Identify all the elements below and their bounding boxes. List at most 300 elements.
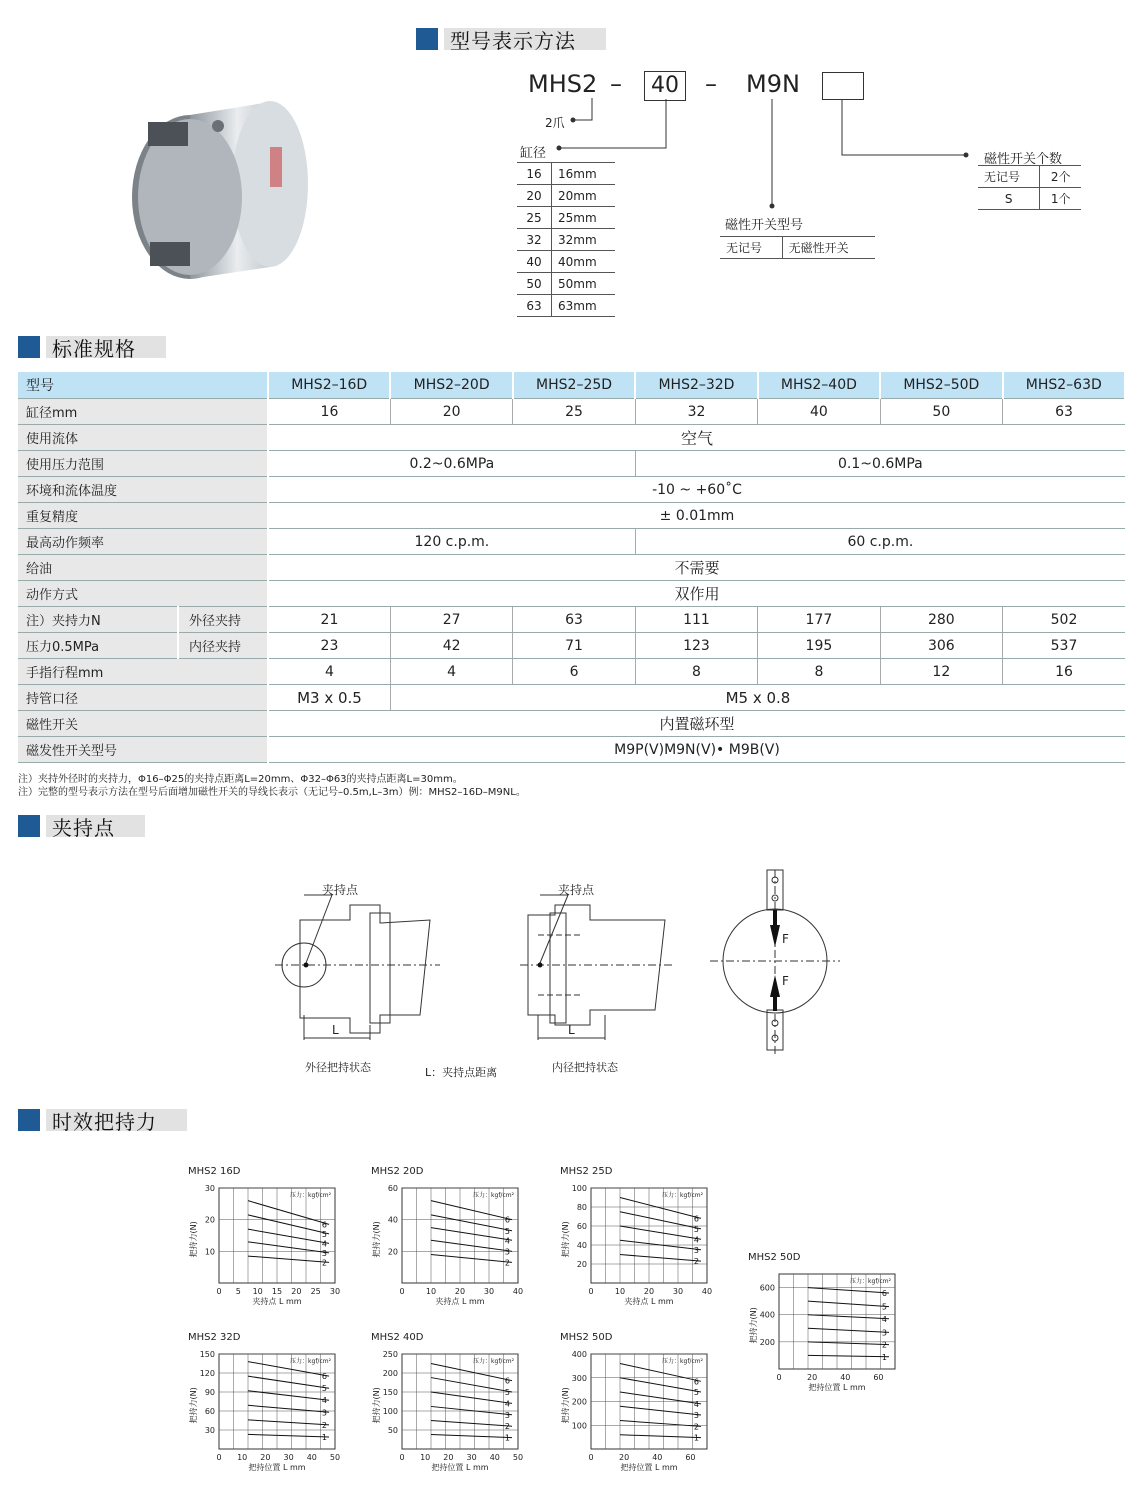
clamp-point-diagram <box>270 865 850 1090</box>
table-cell: 12 <box>880 659 1002 685</box>
y-axis-label: 把持力(N) <box>561 1387 570 1424</box>
table-cell: 50 <box>880 399 1002 425</box>
table-row <box>18 607 1125 633</box>
table-cell: 16mm <box>551 163 615 185</box>
y-tick-label: 150 <box>199 1350 215 1359</box>
table-row <box>18 581 1125 607</box>
series-label: 3 <box>693 1411 699 1421</box>
table-row <box>18 529 1125 555</box>
spec-label: 手指行程mm <box>18 659 268 685</box>
x-tick-label: 20 <box>619 1453 630 1462</box>
spec-sublabel: 外径夹持 <box>178 607 268 633</box>
table-row <box>978 188 1081 210</box>
distance-l-outer: L <box>332 1023 339 1037</box>
x-tick-label: 30 <box>283 1453 294 1462</box>
series-label: 5 <box>693 1224 699 1234</box>
x-tick-label: 40 <box>512 1287 524 1296</box>
section-marker <box>18 336 40 358</box>
table-cell: 16 <box>1003 659 1125 685</box>
series-line <box>808 1301 889 1306</box>
series-label: 2 <box>693 1257 699 1267</box>
table-row <box>720 237 875 259</box>
legend-label: 压力：kgf/cm² <box>290 1358 331 1365</box>
series-label: 4 <box>693 1235 699 1245</box>
section-marker <box>18 815 40 837</box>
table-cell: 20 <box>390 399 512 425</box>
x-tick-label: 20 <box>291 1287 302 1296</box>
chart-title: MHS2 40D <box>371 1332 424 1343</box>
y-tick-label: 400 <box>571 1350 587 1359</box>
section-title-spec <box>18 335 166 359</box>
series-line <box>248 1434 329 1437</box>
model-cell: MHS2–63D <box>1003 372 1125 399</box>
x-tick-label: 20 <box>443 1453 454 1462</box>
table-cell: M3 x 0.5 <box>268 685 390 711</box>
section-title-force <box>18 1108 187 1132</box>
spec-label: 磁性开关 <box>18 711 268 737</box>
table-cell: S <box>978 188 1040 210</box>
distance-l-inner: L <box>568 1023 575 1037</box>
table-cell: 内置磁环型 <box>268 711 1125 737</box>
table-row <box>517 229 615 251</box>
series-line <box>620 1392 701 1404</box>
force-label-top: F <box>782 932 789 946</box>
series-label: 6 <box>504 1215 510 1225</box>
claw-label: 2爪 <box>545 116 565 130</box>
table-cell: 63 <box>513 607 635 633</box>
y-tick-label: 20 <box>576 1260 587 1269</box>
table-cell: 63 <box>517 295 551 317</box>
series-line <box>248 1376 329 1388</box>
x-axis-label: 夹持点 L mm <box>252 1297 302 1306</box>
y-tick-label: 10 <box>204 1247 215 1257</box>
table-cell: M9P(V)M9N(V)• M9B(V) <box>268 737 1125 763</box>
spec-label: 使用压力范围 <box>18 451 268 477</box>
table-cell: 双作用 <box>268 581 1125 607</box>
series-line <box>431 1228 512 1241</box>
x-axis-label: 把持位置 L mm <box>620 1463 678 1472</box>
table-cell: 16 <box>268 399 390 425</box>
table-row <box>18 633 1125 659</box>
chart-mhs2-50d-right <box>745 1246 915 1396</box>
table-cell: 280 <box>880 607 1002 633</box>
table-cell: 空气 <box>268 425 1125 451</box>
series-label: 4 <box>321 1239 327 1249</box>
table-row <box>517 251 615 273</box>
series-label: 4 <box>881 1314 887 1324</box>
x-tick-label: 40 <box>489 1453 500 1462</box>
table-cell: 111 <box>635 607 757 633</box>
force-label-bottom: F <box>782 974 789 988</box>
table-row <box>978 166 1081 188</box>
chart-title: MHS2 32D <box>188 1332 241 1343</box>
table-cell: 27 <box>390 607 512 633</box>
table-cell: 2个 <box>1040 166 1081 188</box>
y-tick-label: 60 <box>204 1407 215 1416</box>
series-line <box>808 1355 889 1356</box>
x-tick-label: 10 <box>425 1287 437 1296</box>
table-cell: 23 <box>268 633 390 659</box>
x-tick-label: 30 <box>329 1287 341 1296</box>
note-1: 注）夹持外径时的夹持力，Φ16–Φ25的夹持点距离L=20mm、Φ32–Φ63的夹持点距离L=30mm。 <box>18 774 463 785</box>
spec-label: 重复精度 <box>18 503 268 529</box>
chart-title: MHS2 16D <box>188 1166 241 1177</box>
table-cell: 40mm <box>551 251 615 273</box>
table-cell: -10 ~ +60˚C <box>268 477 1125 503</box>
y-axis-label: 把持力(N) <box>561 1221 570 1258</box>
y-tick-label: 90 <box>204 1388 215 1397</box>
legend-label: 压力：kgf/cm² <box>473 1358 514 1365</box>
x-axis-label: 把持位置 L mm <box>808 1383 866 1392</box>
y-tick-label: 60 <box>387 1184 398 1193</box>
series-label: 6 <box>693 1214 699 1224</box>
table-cell: ± 0.01mm <box>268 503 1125 529</box>
x-tick-label: 40 <box>306 1453 317 1462</box>
series-line <box>431 1406 512 1414</box>
spec-label: 使用流体 <box>18 425 268 451</box>
y-tick-label: 600 <box>759 1283 775 1293</box>
clamp-point-label-outer: 夹持点 <box>322 883 359 897</box>
y-tick-label: 60 <box>576 1222 587 1231</box>
model-prefix: MHS2 <box>528 70 598 98</box>
table-cell: 20 <box>517 185 551 207</box>
model-cell: MHS2–50D <box>880 372 1002 399</box>
x-tick-label: 30 <box>483 1287 495 1296</box>
x-tick-label: 20 <box>643 1287 655 1296</box>
spec-label: 磁发性开关型号 <box>18 737 268 763</box>
table-cell: 502 <box>1003 607 1125 633</box>
series-line <box>808 1315 889 1319</box>
y-tick-label: 20 <box>387 1247 398 1257</box>
series-label: 6 <box>504 1376 510 1386</box>
series-label: 1 <box>504 1433 510 1443</box>
x-tick-label: 20 <box>260 1453 271 1462</box>
spec-table <box>18 372 1126 763</box>
table-cell: 195 <box>758 633 880 659</box>
table-cell: 32mm <box>551 229 615 251</box>
section-title-text: 标准规格 <box>46 336 166 358</box>
y-tick-label: 100 <box>382 1407 398 1416</box>
chart-mhs2-25d <box>557 1160 727 1310</box>
x-tick-label: 15 <box>271 1287 283 1296</box>
table-row <box>18 503 1125 529</box>
table-cell: 32 <box>635 399 757 425</box>
series-label: 2 <box>321 1420 327 1430</box>
y-tick-label: 100 <box>571 1421 587 1431</box>
table-cell: 0.2~0.6MPa <box>268 451 635 477</box>
y-tick-label: 200 <box>382 1369 398 1378</box>
table-cell: 21 <box>268 607 390 633</box>
series-line <box>431 1435 512 1438</box>
table-cell: 无记号 <box>978 166 1040 188</box>
table-cell: 42 <box>390 633 512 659</box>
x-tick-label: 10 <box>252 1287 263 1296</box>
table-cell: 40 <box>758 399 880 425</box>
series-label: 6 <box>321 1220 327 1230</box>
section-title-text: 时效把持力 <box>46 1109 187 1131</box>
series-label: 5 <box>504 1388 510 1397</box>
section-marker <box>18 1109 40 1131</box>
series-line <box>248 1256 329 1262</box>
table-cell: 71 <box>513 633 635 659</box>
table-cell: 4 <box>268 659 390 685</box>
chart-title: MHS2 50D <box>560 1332 613 1343</box>
note-2: 注）完整的型号表示方法在型号后面增加磁性开关的导线长表示（无记号–0.5m,L–3m）例：MHS2–16D–M9NL。 <box>18 787 526 798</box>
series-label: 3 <box>693 1245 699 1255</box>
y-tick-label: 300 <box>571 1373 587 1383</box>
y-tick-label: 80 <box>576 1203 587 1212</box>
table-row <box>517 295 615 317</box>
x-tick-label: 60 <box>873 1373 884 1382</box>
table-cell: 50mm <box>551 273 615 295</box>
series-label: 5 <box>321 1384 327 1394</box>
series-label: 6 <box>881 1289 887 1298</box>
table-row <box>18 399 1125 425</box>
y-tick-label: 200 <box>759 1337 775 1347</box>
table-cell: 40 <box>517 251 551 273</box>
spec-label: 缸径mm <box>18 399 268 425</box>
x-tick-label: 0 <box>588 1287 594 1296</box>
series-label: 2 <box>504 1422 510 1432</box>
table-cell: 63 <box>1003 399 1125 425</box>
y-tick-label: 150 <box>382 1388 398 1397</box>
series-line <box>620 1198 701 1219</box>
table-cell: 8 <box>635 659 757 685</box>
model-cell: MHS2–32D <box>635 372 757 399</box>
chart-mhs2-16d <box>185 1160 355 1310</box>
series-label: 3 <box>504 1410 510 1420</box>
table-row <box>517 163 615 185</box>
y-axis-label: 把持力(N) <box>749 1307 758 1344</box>
y-tick-label: 30 <box>204 1184 215 1193</box>
series-line <box>431 1392 512 1403</box>
x-tick-label: 40 <box>652 1453 663 1462</box>
table-row <box>18 685 1125 711</box>
chart-title: MHS2 50D <box>748 1252 801 1263</box>
bore-code-box: 40 <box>644 71 686 101</box>
x-tick-label: 50 <box>512 1453 524 1462</box>
x-tick-label: 40 <box>840 1373 851 1382</box>
series-label: 6 <box>693 1377 699 1387</box>
table-cell: 120 c.p.m. <box>268 529 635 555</box>
table-cell: 306 <box>880 633 1002 659</box>
y-tick-label: 100 <box>571 1184 587 1193</box>
y-tick-label: 40 <box>576 1241 587 1250</box>
x-tick-label: 0 <box>216 1453 222 1462</box>
spec-label: 压力0.5MPa <box>18 633 178 659</box>
series-line <box>620 1435 701 1438</box>
section-title-text: 型号表示方法 <box>444 28 606 50</box>
bore-table <box>517 162 615 317</box>
legend-label: 压力：kgf/cm² <box>662 1192 703 1199</box>
table-row <box>18 451 1125 477</box>
table-cell: 20mm <box>551 185 615 207</box>
legend-label: 压力：kgf/cm² <box>473 1192 514 1199</box>
y-tick-label: 400 <box>759 1310 775 1320</box>
x-tick-label: 0 <box>216 1287 222 1296</box>
table-cell: 50 <box>517 273 551 295</box>
table-row <box>18 737 1125 763</box>
table-row <box>18 372 1125 399</box>
table-row <box>517 185 615 207</box>
series-label: 5 <box>881 1302 887 1312</box>
bore-label: 缸径 <box>520 146 547 161</box>
series-label: 1 <box>321 1432 327 1442</box>
table-cell: 8 <box>758 659 880 685</box>
x-tick-label: 25 <box>310 1287 321 1296</box>
table-row <box>517 207 615 229</box>
section-title-clamp <box>18 814 145 838</box>
table-cell: 25 <box>513 399 635 425</box>
series-label: 3 <box>504 1247 510 1257</box>
series-line <box>808 1288 889 1293</box>
x-tick-label: 40 <box>701 1287 713 1296</box>
series-label: 4 <box>321 1396 327 1406</box>
x-tick-label: 0 <box>588 1453 594 1462</box>
series-line <box>431 1255 512 1263</box>
series-label: 1 <box>693 1433 699 1443</box>
x-axis-label: 夹持点 L mm <box>624 1297 674 1306</box>
chart-title: MHS2 25D <box>560 1166 613 1177</box>
chart-mhs2-40d <box>368 1326 538 1476</box>
spec-label: 注）夹持力N <box>18 607 178 633</box>
table-row <box>18 477 1125 503</box>
x-tick-label: 30 <box>466 1453 477 1462</box>
spec-sublabel: 内径夹持 <box>178 633 268 659</box>
model-cell: MHS2–25D <box>513 372 635 399</box>
spec-label: 最高动作频率 <box>18 529 268 555</box>
table-cell: 16 <box>517 163 551 185</box>
chart-mhs2-50d <box>557 1326 727 1476</box>
y-axis-label: 把持力(N) <box>372 1387 381 1424</box>
y-tick-label: 250 <box>382 1350 398 1359</box>
table-cell: 4 <box>390 659 512 685</box>
section-title-text: 夹持点 <box>46 815 145 837</box>
table-cell: 32 <box>517 229 551 251</box>
switch-count-table <box>978 165 1081 210</box>
table-row <box>517 273 615 295</box>
inner-state-label: 内径把持状态 <box>552 1061 618 1074</box>
series-label: 4 <box>693 1399 699 1409</box>
series-label: 5 <box>321 1229 327 1239</box>
switch-code: M9N <box>746 70 800 98</box>
spec-label: 型号 <box>18 372 268 399</box>
x-tick-label: 10 <box>614 1287 626 1296</box>
spec-label: 环境和流体温度 <box>18 477 268 503</box>
model-dash-2: – <box>705 70 717 98</box>
x-tick-label: 30 <box>672 1287 684 1296</box>
x-tick-label: 5 <box>235 1287 241 1296</box>
table-row <box>18 425 1125 451</box>
series-label: 2 <box>881 1340 887 1350</box>
table-cell: 25mm <box>551 207 615 229</box>
model-cell: MHS2–16D <box>268 372 390 399</box>
switch-type-table <box>720 236 875 259</box>
outer-state-label: 外径把持状态 <box>305 1061 371 1074</box>
series-label: 3 <box>881 1328 887 1338</box>
legend-label: 压力：kgf/cm² <box>662 1358 703 1365</box>
x-tick-label: 0 <box>399 1287 405 1296</box>
table-cell: M5 x 0.8 <box>390 685 1125 711</box>
x-axis-label: 夹持点 L mm <box>435 1297 485 1306</box>
table-cell: 6 <box>513 659 635 685</box>
table-cell: 不需要 <box>268 555 1125 581</box>
table-cell: 63mm <box>551 295 615 317</box>
chart-title: MHS2 20D <box>371 1166 424 1177</box>
series-line <box>620 1421 701 1427</box>
series-label: 5 <box>693 1388 699 1397</box>
spec-label: 动作方式 <box>18 581 268 607</box>
series-line <box>808 1342 889 1345</box>
series-label: 6 <box>321 1372 327 1382</box>
series-line <box>248 1420 329 1425</box>
y-axis-label: 把持力(N) <box>189 1221 198 1258</box>
x-tick-label: 0 <box>776 1373 782 1382</box>
table-cell: 无磁性开关 <box>782 237 875 259</box>
table-row <box>18 555 1125 581</box>
l-distance-note: L：夹持点距离 <box>425 1066 498 1079</box>
series-label: 3 <box>321 1248 327 1258</box>
y-tick-label: 20 <box>204 1215 215 1225</box>
series-line <box>620 1255 701 1262</box>
table-row <box>18 711 1125 737</box>
series-label: 1 <box>881 1352 887 1362</box>
spec-label: 持管口径 <box>18 685 268 711</box>
x-tick-label: 60 <box>685 1453 696 1462</box>
table-cell: 1个 <box>1040 188 1081 210</box>
y-tick-label: 200 <box>571 1397 587 1407</box>
series-label: 2 <box>693 1422 699 1432</box>
series-label: 2 <box>504 1258 510 1268</box>
table-cell: 无记号 <box>720 237 782 259</box>
model-cell: MHS2–40D <box>758 372 880 399</box>
y-tick-label: 30 <box>204 1426 215 1435</box>
y-tick-label: 40 <box>387 1215 398 1225</box>
x-tick-label: 10 <box>237 1453 248 1462</box>
switch-type-label: 磁性开关型号 <box>725 218 804 233</box>
series-line <box>620 1212 701 1229</box>
series-label: 4 <box>504 1399 510 1409</box>
legend-label: 压力：kgf/cm² <box>850 1278 891 1285</box>
series-line <box>808 1328 889 1332</box>
table-cell: 0.1~0.6MPa <box>635 451 1125 477</box>
x-tick-label: 20 <box>454 1287 466 1296</box>
model-cell: MHS2–20D <box>390 372 512 399</box>
series-line <box>620 1226 701 1239</box>
series-line <box>248 1201 329 1225</box>
clamp-point-label-inner: 夹持点 <box>558 883 595 897</box>
table-cell: 537 <box>1003 633 1125 659</box>
series-label: 2 <box>321 1258 327 1268</box>
legend-label: 压力：kgf/cm² <box>290 1192 331 1199</box>
table-cell: 177 <box>758 607 880 633</box>
series-label: 3 <box>321 1408 327 1418</box>
series-label: 4 <box>504 1236 510 1246</box>
x-tick-label: 10 <box>420 1453 431 1462</box>
model-dash-1: – <box>610 70 622 98</box>
switch-count-label: 磁性开关个数 <box>984 152 1063 167</box>
chart-mhs2-20d <box>368 1160 538 1310</box>
series-line <box>431 1421 512 1427</box>
x-axis-label: 把持位置 L mm <box>431 1463 489 1472</box>
y-axis-label: 把持力(N) <box>189 1387 198 1424</box>
x-tick-label: 0 <box>399 1453 405 1462</box>
series-line <box>431 1378 512 1392</box>
x-tick-label: 20 <box>807 1373 818 1382</box>
table-cell: 25 <box>517 207 551 229</box>
series-line <box>431 1240 512 1251</box>
series-label: 5 <box>504 1226 510 1236</box>
